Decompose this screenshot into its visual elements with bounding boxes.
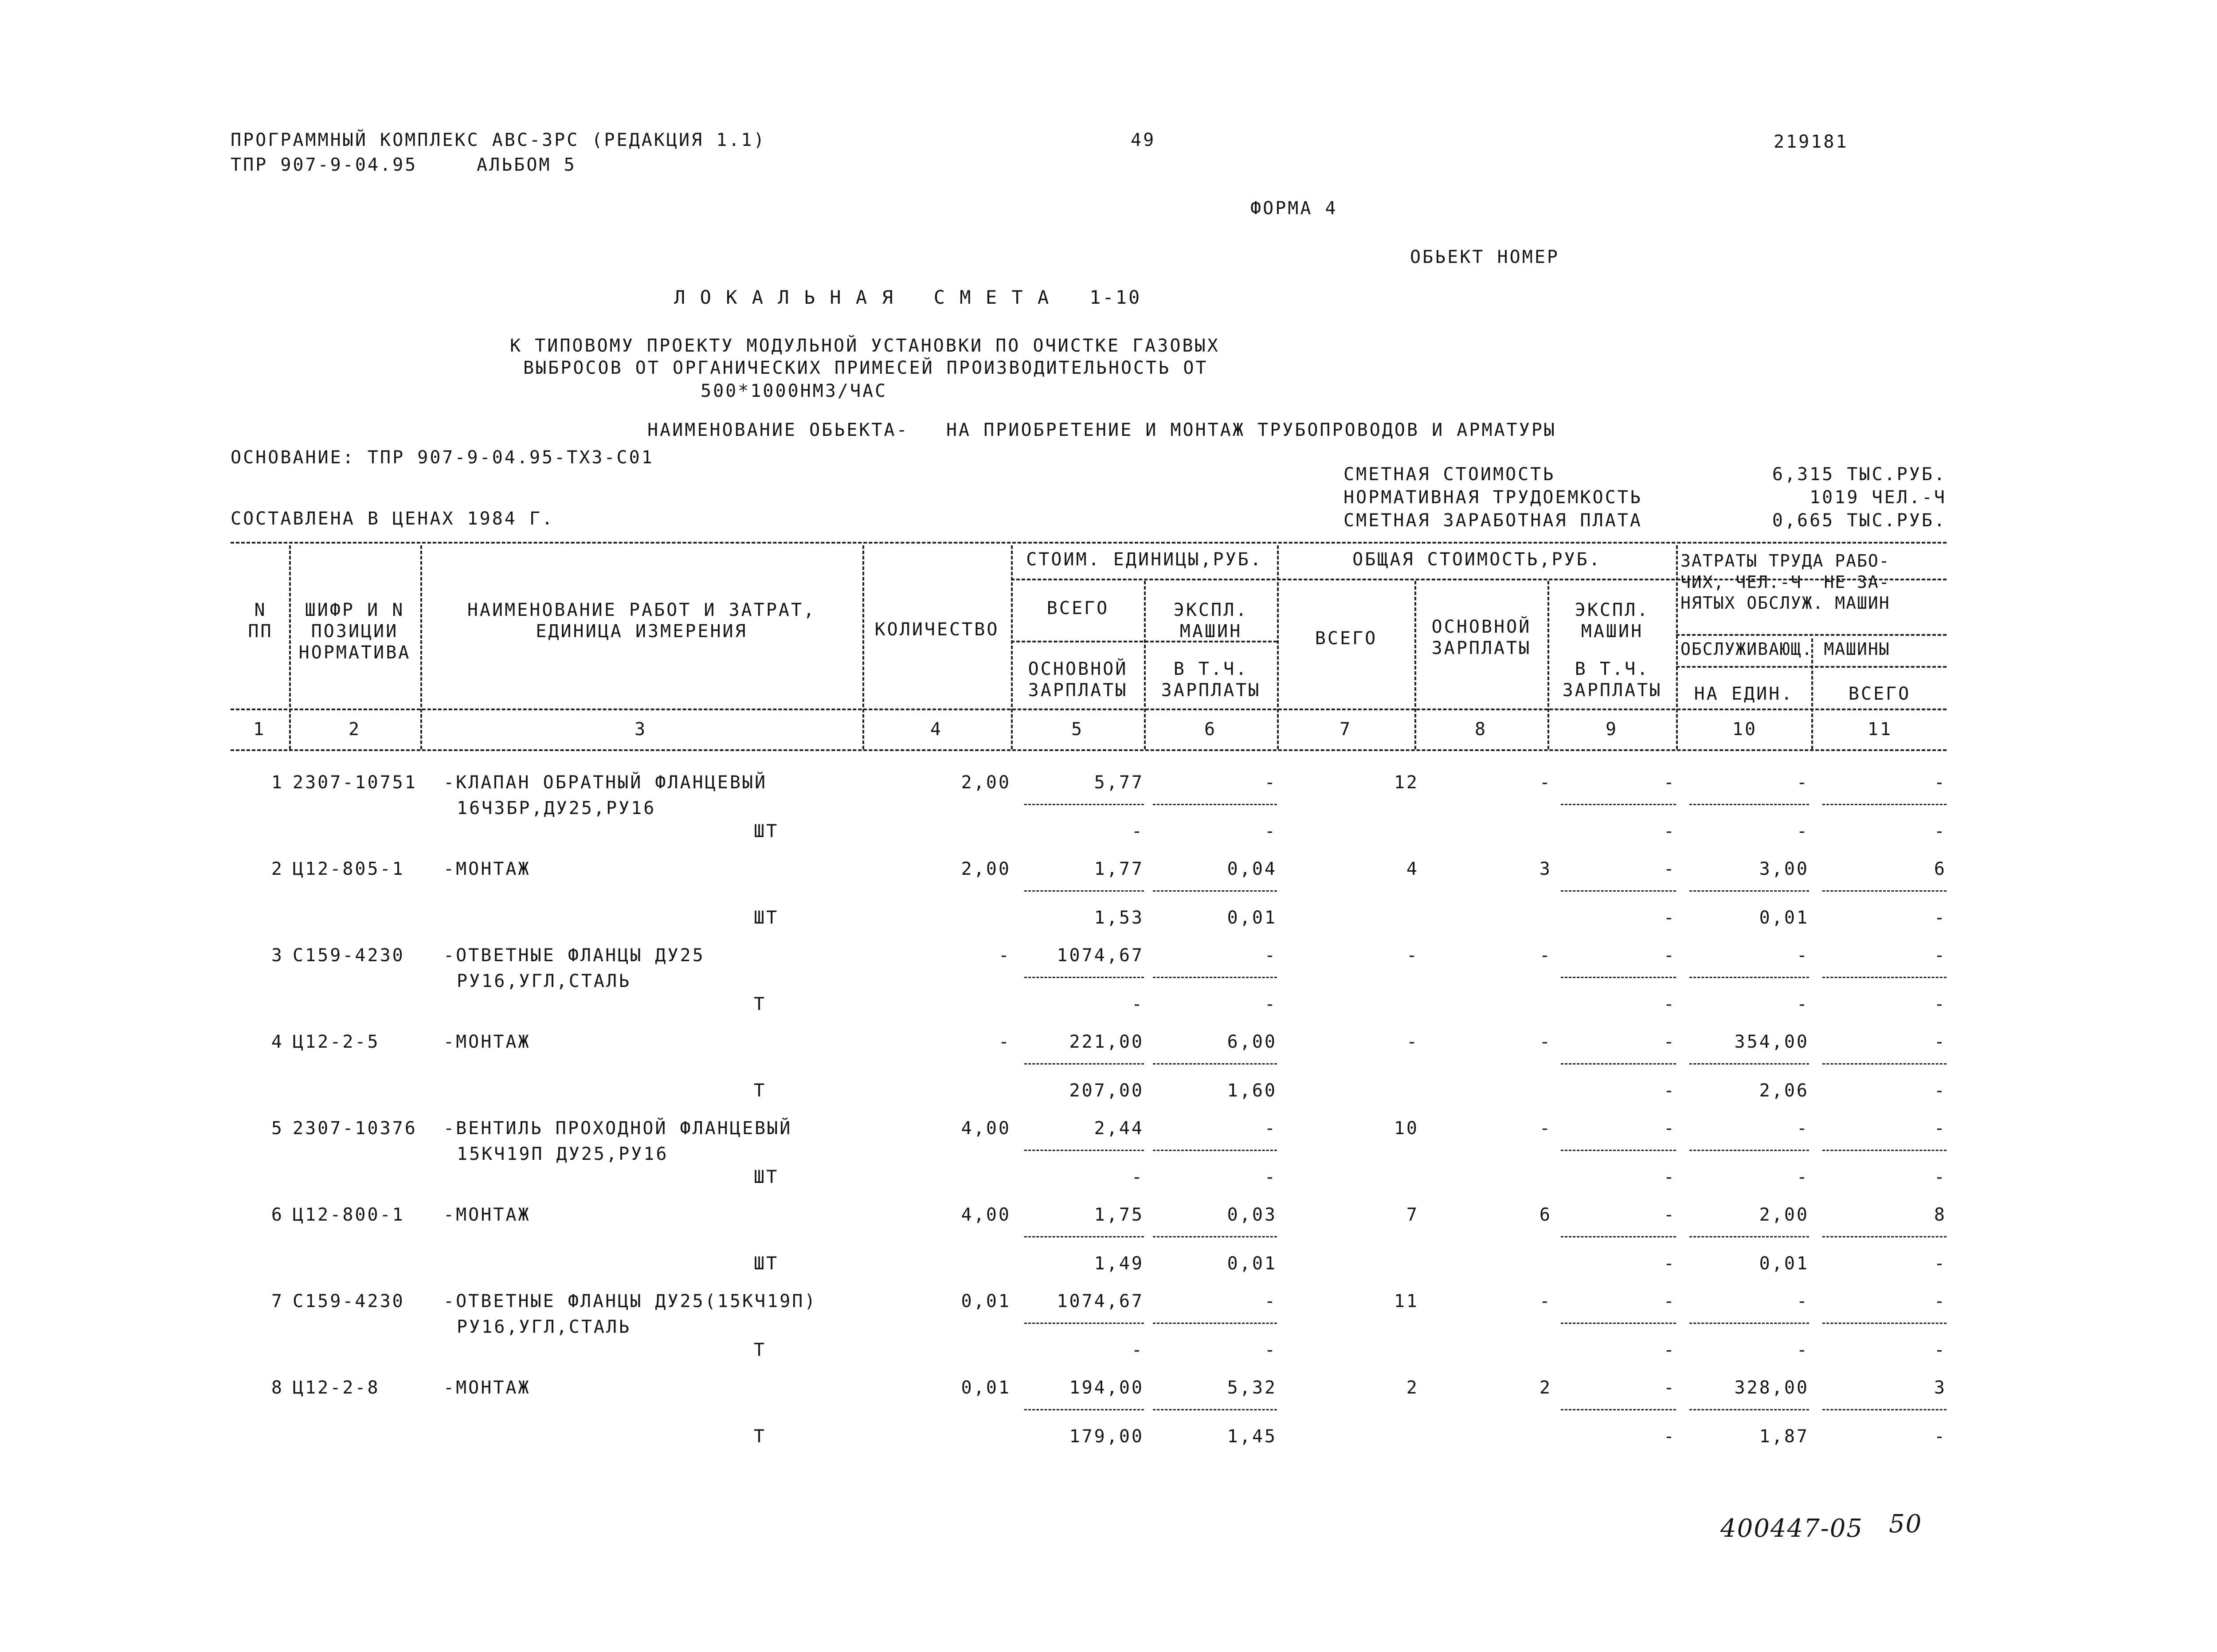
col-header-total-all: ВСЕГО: [1315, 628, 1378, 649]
cell-divider: [1024, 1063, 1144, 1065]
row-unit-mach: 5,32: [1227, 1378, 1277, 1398]
document-number: 219181: [1774, 132, 1849, 152]
row-unit-mach: -: [1264, 945, 1277, 966]
col-divider-6: [1277, 545, 1279, 749]
row-code: Ц12-800-1: [293, 1205, 405, 1225]
row-total-mach: -: [1663, 1378, 1676, 1398]
cell-divider: [1024, 1323, 1144, 1324]
cell-divider: [1822, 1323, 1947, 1324]
row-labor-total: -: [1934, 772, 1947, 793]
column-number: 8: [1474, 719, 1488, 740]
row-total-cost: -: [1406, 1032, 1419, 1052]
col-header-name: НАИМЕНОВАНИЕ РАБОТ И ЗАТРАТ, ЕДИНИЦА ИЗМЕРЕНИЯ: [467, 600, 816, 642]
row-unit: ШТ: [754, 1167, 779, 1187]
row-name: -МОНТАЖ: [443, 859, 531, 879]
form-label: ФОРМА 4: [1250, 198, 1338, 219]
row-labor-serv-total: -: [1934, 1426, 1947, 1447]
title-line-3: 500*1000НМ3/ЧАС: [701, 381, 888, 401]
row-labor-serv-total: -: [1934, 908, 1947, 928]
row-total-cost: 2: [1406, 1378, 1419, 1398]
row-unit-cost-total: 221,00: [1069, 1032, 1144, 1052]
row-total-wage: -: [1539, 1032, 1552, 1052]
column-number: 4: [930, 719, 943, 740]
row-total-wage: -: [1539, 1118, 1552, 1139]
cell-divider: [1689, 1063, 1809, 1065]
row-unit: ШТ: [754, 1253, 779, 1274]
price-level: СОСТАВЛЕНА В ЦЕНАХ 1984 Г.: [231, 509, 555, 529]
row-code: 2307-10751: [293, 772, 417, 793]
cell-divider: [1153, 977, 1277, 978]
row-code: Ц12-805-1: [293, 859, 405, 879]
row-code: 2307-10376: [293, 1118, 417, 1139]
row-unit: ШТ: [754, 821, 779, 842]
cell-divider: [1024, 890, 1144, 892]
row-unit-wage: -: [1131, 1167, 1144, 1187]
row-unit-mach-wage: -: [1264, 1167, 1277, 1187]
row-labor-total: 3: [1934, 1378, 1947, 1398]
column-number: 3: [634, 719, 647, 740]
cell-divider: [1153, 1150, 1277, 1151]
row-total-wage: 3: [1539, 859, 1552, 879]
album-label: АЛЬБОМ 5: [477, 155, 576, 175]
table-rule-sub-3: [1676, 634, 1947, 636]
row-labor-serv-unit: 0,01: [1759, 908, 1809, 928]
row-labor-serv-total: -: [1934, 1167, 1947, 1187]
row-total-mach-wage: -: [1663, 821, 1676, 842]
cell-divider: [1689, 977, 1809, 978]
row-labor-serv-total: -: [1934, 821, 1947, 842]
summary-cost-value: 6,315 ТЫС.РУБ.: [1772, 464, 1947, 485]
row-total-cost: 11: [1394, 1291, 1419, 1311]
row-quantity: 4,00: [961, 1118, 1011, 1139]
table-rule-mid: [231, 709, 1947, 710]
cell-divider: [1561, 977, 1676, 978]
row-name-continued: 15КЧ19П ДУ25,РУ16: [457, 1144, 669, 1164]
row-labor-unit: 354,00: [1734, 1032, 1809, 1052]
row-total-mach-wage: -: [1663, 1167, 1676, 1187]
cell-divider: [1153, 1236, 1277, 1237]
row-labor-total: 8: [1934, 1205, 1947, 1225]
row-quantity: 2,00: [961, 772, 1011, 793]
col-header-total-wage: ОСНОВНОЙ ЗАРПЛАТЫ: [1431, 617, 1532, 658]
col-header-unit-cost: СТОИМ. ЕДИНИЦЫ,РУБ.: [1026, 549, 1263, 570]
row-unit-mach: 0,04: [1227, 859, 1277, 879]
row-labor-serv-unit: 2,06: [1759, 1080, 1809, 1101]
row-total-mach: -: [1663, 1118, 1676, 1139]
row-unit-mach-wage: -: [1264, 821, 1277, 842]
row-labor-serv-unit: 1,87: [1759, 1426, 1809, 1447]
row-total-wage: -: [1539, 945, 1552, 966]
cell-divider: [1822, 1063, 1947, 1065]
col-header-code: ШИФР И N ПОЗИЦИИ НОРМАТИВА: [298, 600, 411, 663]
object-number-label: ОБЬЕКТ НОМЕР: [1410, 247, 1559, 267]
handwritten-sheet-number: 50: [1889, 1510, 1923, 1538]
row-total-mach: -: [1663, 1291, 1676, 1311]
cell-divider: [1689, 1323, 1809, 1324]
col-header-unit-total: ВСЕГО: [1046, 598, 1109, 619]
cell-divider: [1024, 1150, 1144, 1151]
row-name: -ОТВЕТНЫЕ ФЛАНЦЫ ДУ25: [443, 945, 705, 966]
row-total-wage: 6: [1539, 1205, 1552, 1225]
cell-divider: [1689, 804, 1809, 805]
row-code: С159-4230: [293, 1291, 405, 1311]
row-unit-mach-wage: 1,60: [1227, 1080, 1277, 1101]
row-code: С159-4230: [293, 945, 405, 966]
cell-divider: [1822, 804, 1947, 805]
row-unit-mach-wage: 1,45: [1227, 1426, 1277, 1447]
row-code: Ц12-2-5: [293, 1032, 380, 1052]
cell-divider: [1561, 804, 1676, 805]
cell-divider: [1822, 890, 1947, 892]
column-number: 6: [1204, 719, 1217, 740]
row-total-mach-wage: -: [1663, 908, 1676, 928]
cell-divider: [1561, 1236, 1676, 1237]
row-unit-cost-total: 1074,67: [1057, 1291, 1144, 1311]
row-unit-wage: 179,00: [1069, 1426, 1144, 1447]
cell-divider: [1024, 1409, 1144, 1410]
row-name: -МОНТАЖ: [443, 1378, 531, 1398]
row-total-cost: 10: [1394, 1118, 1419, 1139]
cell-divider: [1689, 1409, 1809, 1410]
col-divider-4: [1011, 545, 1013, 749]
col-header-unit-wage: ОСНОВНОЙ ЗАРПЛАТЫ: [1028, 659, 1128, 701]
column-number: 7: [1339, 719, 1352, 740]
row-total-cost: 7: [1406, 1205, 1419, 1225]
row-labor-serv-total: -: [1934, 1340, 1947, 1360]
row-labor-total: -: [1934, 1118, 1947, 1139]
cell-divider: [1153, 1063, 1277, 1065]
row-name-continued: РУ16,УГЛ,СТАЛЬ: [457, 971, 631, 991]
row-quantity: -: [998, 1032, 1011, 1052]
cell-divider: [1024, 1236, 1144, 1237]
col-divider-2: [420, 545, 422, 749]
row-unit: Т: [754, 1426, 767, 1447]
row-unit: Т: [754, 1080, 767, 1101]
table-rule-bottom: [231, 749, 1947, 751]
row-name-continued: 16Ч3БР,ДУ25,РУ16: [457, 798, 656, 818]
row-unit-mach-wage: 0,01: [1227, 908, 1277, 928]
row-number: 4: [271, 1032, 284, 1052]
row-name: -КЛАПАН ОБРАТНЫЙ ФЛАНЦЕВЫЙ: [443, 772, 768, 793]
row-quantity: 2,00: [961, 859, 1011, 879]
cell-divider: [1561, 1150, 1676, 1151]
column-number: 2: [348, 719, 361, 740]
row-unit-mach-wage: 0,01: [1227, 1253, 1277, 1274]
col-header-total-mach-wage: В Т.Ч. ЗАРПЛАТЫ: [1562, 659, 1662, 701]
cell-divider: [1689, 1150, 1809, 1151]
row-unit: Т: [754, 994, 767, 1014]
col-header-labor-unit: НА ЕДИН.: [1694, 684, 1794, 704]
row-total-mach-wage: -: [1663, 1080, 1676, 1101]
column-number: 1: [253, 719, 266, 740]
row-total-mach-wage: -: [1663, 1340, 1676, 1360]
row-labor-serv-unit: -: [1796, 1167, 1809, 1187]
row-number: 7: [271, 1291, 284, 1311]
row-unit-mach: 0,03: [1227, 1205, 1277, 1225]
object-name: НАИМЕНОВАНИЕ ОБЬЕКТА- НА ПРИОБРЕТЕНИЕ И МОНТАЖ ТРУБОПРОВОДОВ И АРМАТУРЫ: [647, 420, 1556, 440]
cell-divider: [1153, 1409, 1277, 1410]
row-labor-total: 6: [1934, 859, 1947, 879]
cell-divider: [1024, 977, 1144, 978]
row-unit: ШТ: [754, 908, 779, 928]
row-labor-total: -: [1934, 1032, 1947, 1052]
row-unit-mach: -: [1264, 1291, 1277, 1311]
summary-wage-label: СМЕТНАЯ ЗАРАБОТНАЯ ПЛАТА: [1344, 510, 1642, 531]
row-quantity: -: [998, 945, 1011, 966]
row-unit-wage: -: [1131, 994, 1144, 1014]
page-number: 49: [1131, 130, 1156, 150]
row-labor-serv-unit: -: [1796, 1340, 1809, 1360]
row-unit-cost-total: 194,00: [1069, 1378, 1144, 1398]
column-number: 10: [1732, 719, 1758, 740]
col-divider-7: [1414, 581, 1416, 749]
row-quantity: 0,01: [961, 1378, 1011, 1398]
row-unit-mach: 6,00: [1227, 1032, 1277, 1052]
row-total-mach-wage: -: [1663, 1426, 1676, 1447]
summary-labor-label: НОРМАТИВНАЯ ТРУДОЕМКОСТЬ: [1344, 487, 1642, 508]
column-number: 9: [1605, 719, 1618, 740]
column-number: 5: [1071, 719, 1084, 740]
row-unit-mach-wage: -: [1264, 1340, 1277, 1360]
cell-divider: [1561, 890, 1676, 892]
row-name: -МОНТАЖ: [443, 1032, 531, 1052]
row-labor-serv-unit: -: [1796, 821, 1809, 842]
handwritten-stamp-number: 400447-05: [1720, 1514, 1863, 1543]
col-header-total-mach: ЭКСПЛ. МАШИН: [1575, 600, 1650, 642]
row-number: 3: [271, 945, 284, 966]
summary-cost-label: СМЕТНАЯ СТОИМОСТЬ: [1344, 464, 1555, 485]
row-total-wage: -: [1539, 1291, 1552, 1311]
summary-wage-value: 0,665 ТЫС.РУБ.: [1772, 510, 1947, 531]
basis: ОСНОВАНИЕ: ТПР 907-9-04.95-ТХ3-С01: [231, 447, 654, 468]
col-header-unit-mach: ЭКСПЛ. МАШИН: [1173, 600, 1249, 642]
row-unit-cost-total: 2,44: [1094, 1118, 1144, 1139]
row-unit-cost-total: 1074,67: [1057, 945, 1144, 966]
row-code: Ц12-2-8: [293, 1378, 380, 1398]
row-number: 1: [271, 772, 284, 793]
row-total-mach: -: [1663, 859, 1676, 879]
col-header-labor-total: ВСЕГО: [1848, 684, 1911, 704]
row-unit-mach-wage: -: [1264, 994, 1277, 1014]
row-labor-unit: 2,00: [1759, 1205, 1809, 1225]
row-unit-mach: -: [1264, 772, 1277, 793]
row-quantity: 0,01: [961, 1291, 1011, 1311]
cell-divider: [1153, 1323, 1277, 1324]
row-unit-wage: 207,00: [1069, 1080, 1144, 1101]
row-total-cost: -: [1406, 945, 1419, 966]
cell-divider: [1153, 890, 1277, 892]
row-labor-unit: -: [1796, 772, 1809, 793]
row-labor-unit: -: [1796, 1291, 1809, 1311]
col-header-qty: КОЛИЧЕСТВО: [874, 619, 999, 640]
row-name-continued: РУ16,УГЛ,СТАЛЬ: [457, 1317, 631, 1337]
cell-divider: [1822, 1409, 1947, 1410]
row-labor-serv-total: -: [1934, 1253, 1947, 1274]
row-unit-wage: -: [1131, 1340, 1144, 1360]
row-labor-total: -: [1934, 1291, 1947, 1311]
row-name: -МОНТАЖ: [443, 1205, 531, 1225]
row-total-mach: -: [1663, 1205, 1676, 1225]
row-total-mach: -: [1663, 945, 1676, 966]
row-quantity: 4,00: [961, 1205, 1011, 1225]
row-total-mach: -: [1663, 772, 1676, 793]
row-total-mach-wage: -: [1663, 1253, 1676, 1274]
col-header-labor: ЗАТРАТЫ ТРУДА РАБО- ЧИХ, ЧЕЛ.-Ч НЕ ЗА- НЯТЫХ ОБСЛУЖ. МАШИН: [1680, 551, 1890, 613]
row-unit-cost-total: 5,77: [1094, 772, 1144, 793]
col-header-labor-serv: ОБСЛУЖИВАЮЩ. МАШИНЫ: [1680, 639, 1890, 659]
row-unit-wage: -: [1131, 821, 1144, 842]
row-unit-wage: 1,53: [1094, 908, 1144, 928]
row-total-wage: 2: [1539, 1378, 1552, 1398]
cell-divider: [1689, 1236, 1809, 1237]
row-labor-unit: 3,00: [1759, 859, 1809, 879]
row-labor-total: -: [1934, 945, 1947, 966]
row-unit-cost-total: 1,75: [1094, 1205, 1144, 1225]
row-unit: Т: [754, 1340, 767, 1360]
cell-divider: [1822, 977, 1947, 978]
row-labor-unit: 328,00: [1734, 1378, 1809, 1398]
project-code: ТПР 907-9-04.95: [231, 155, 418, 175]
row-number: 5: [271, 1118, 284, 1139]
row-labor-unit: -: [1796, 945, 1809, 966]
program-name: ПРОГРАММНЫЙ КОМПЛЕКС АВС-3РС (РЕДАКЦИЯ 1.1): [231, 130, 766, 150]
cell-divider: [1561, 1323, 1676, 1324]
row-unit-cost-total: 1,77: [1094, 859, 1144, 879]
row-labor-unit: -: [1796, 1118, 1809, 1139]
cell-divider: [1822, 1236, 1947, 1237]
cell-divider: [1689, 890, 1809, 892]
row-number: 8: [271, 1378, 284, 1398]
col-header-unit-mach-wage: В Т.Ч. ЗАРПЛАТЫ: [1161, 659, 1261, 701]
row-labor-serv-unit: 0,01: [1759, 1253, 1809, 1274]
estimate-title: Л О К А Л Ь Н А Я С М Е Т А 1-10: [674, 286, 1142, 308]
row-labor-serv-total: -: [1934, 994, 1947, 1014]
title-line-2: ВЫБРОСОВ ОТ ОРГАНИЧЕСКИХ ПРИМЕСЕЙ ПРОИЗВОДИТЕЛЬНОСТЬ ОТ: [523, 358, 1208, 378]
column-number: 11: [1867, 719, 1893, 740]
row-number: 2: [271, 859, 284, 879]
row-total-wage: -: [1539, 772, 1552, 793]
row-name: -ВЕНТИЛЬ ПРОХОДНОЙ ФЛАНЦЕВЫЙ: [443, 1118, 792, 1139]
row-total-mach: -: [1663, 1032, 1676, 1052]
row-name: -ОТВЕТНЫЕ ФЛАНЦЫ ДУ25(15КЧ19П): [443, 1291, 817, 1311]
col-divider-9: [1676, 545, 1678, 749]
table-rule-top: [231, 542, 1947, 544]
row-number: 6: [271, 1205, 284, 1225]
col-divider-3: [862, 545, 864, 749]
row-total-cost: 12: [1394, 772, 1419, 793]
cell-divider: [1822, 1150, 1947, 1151]
row-unit-mach: -: [1264, 1118, 1277, 1139]
row-unit-wage: 1,49: [1094, 1253, 1144, 1274]
row-total-cost: 4: [1406, 859, 1419, 879]
row-labor-serv-total: -: [1934, 1080, 1947, 1101]
summary-labor-value: 1019 ЧЕЛ.-Ч: [1810, 487, 1947, 508]
row-labor-serv-unit: -: [1796, 994, 1809, 1014]
col-header-total-cost: ОБЩАЯ СТОИМОСТЬ,РУБ.: [1352, 549, 1602, 570]
cell-divider: [1153, 804, 1277, 805]
cell-divider: [1561, 1063, 1676, 1065]
title-line-1: К ТИПОВОМУ ПРОЕКТУ МОДУЛЬНОЙ УСТАНОВКИ ПО ОЧИСТКЕ ГАЗОВЫХ: [510, 336, 1220, 356]
col-header-n: N ПП: [248, 600, 273, 642]
cell-divider: [1561, 1409, 1676, 1410]
row-total-mach-wage: -: [1663, 994, 1676, 1014]
cell-divider: [1024, 804, 1144, 805]
